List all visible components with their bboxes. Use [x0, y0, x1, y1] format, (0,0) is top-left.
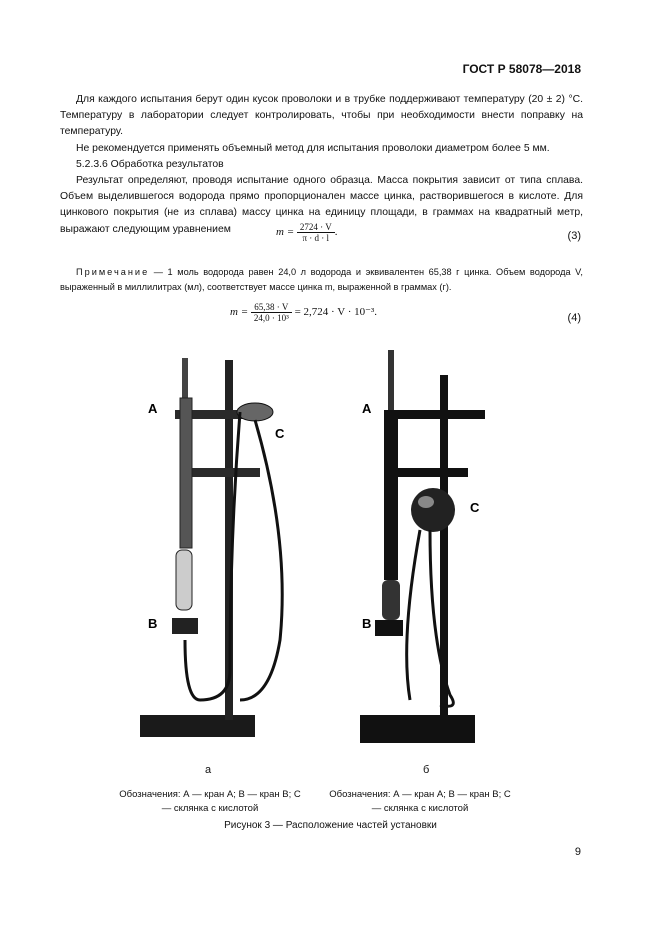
formula-4-numerator: 65,38 · V [251, 302, 292, 313]
base-b [360, 715, 475, 743]
equation-number-4: (4) [567, 312, 581, 324]
tube-bulb-a [176, 550, 192, 610]
label-b-a: B [148, 616, 158, 631]
document-header: ГОСТ Р 58078—2018 [462, 62, 581, 76]
formula-4-fraction [251, 302, 292, 323]
apparatus-a [140, 358, 285, 737]
base-a [140, 715, 255, 737]
clamp-mid-b [388, 468, 468, 477]
formula-4-rhs: = 2,724 · V · 10⁻³. [294, 306, 378, 319]
body-text [60, 92, 583, 238]
acid-vessel-b [411, 488, 455, 532]
figure-caption: Рисунок 3 — Расположение частей установки [224, 820, 437, 831]
formula-3-numerator: 2724 · V [297, 222, 335, 233]
formula-3-denominator: π · d · l [302, 233, 330, 243]
label-a-b: A [362, 401, 372, 416]
stopcock-b-b [375, 620, 403, 636]
formula-4-denominator: 24,0 · 10³ [253, 313, 289, 323]
stopcock-b-a [172, 618, 198, 634]
label-c-b: C [470, 500, 480, 515]
apparatus-figure [130, 340, 530, 770]
burette-top-a [182, 358, 188, 398]
formula-4 [230, 302, 377, 323]
paragraph-4: Результат определяют, проводя испытание одного образца. Масса покрытия зависит от типа сплава. Объем выделившегося водорода прямо пропорционален массе цинка, растворившегося в кислоте. Для цинкового покрытия (не из сплава) массу цинка на единицу площади, в граммах на квадратный метр, выражают следующим уравнением [60, 175, 583, 235]
formula-3-lhs: m = [276, 226, 295, 239]
burette-b [384, 410, 398, 580]
burette-top-b [388, 350, 394, 410]
label-a-a: A [148, 401, 158, 416]
clamp-top-b [385, 410, 485, 419]
burette-a [180, 398, 192, 548]
legend-b: Обозначения: А — кран А; В — кран В; С — склянка с кислотой [329, 789, 511, 814]
section-heading: 5.2.3.6 Обработка результатов [76, 158, 224, 170]
equation-number-3: (3) [567, 230, 581, 242]
legend-a: Обозначения: А — кран А; В — кран В; С — склянка с кислотой [119, 789, 301, 814]
apparatus-b [360, 350, 485, 743]
formula-3-tail: . [334, 226, 338, 239]
tube-bulb-b [382, 580, 400, 620]
paragraph-2: Не рекомендуется применять объемный метод для испытания проволоки диаметром более 5 мм. [76, 142, 550, 154]
acid-vessel-a [237, 403, 273, 421]
subfigure-b-label: б [423, 764, 430, 776]
note-label: Примечание [76, 267, 150, 277]
note [60, 265, 583, 295]
label-c-a: C [275, 426, 285, 441]
paragraph-1: Для каждого испытания берут один кусок проволоки и в трубке поддерживают температуру (20 ± 2) °С. Температуру в лаборатории следует контролировать, чтобы при необходимости внести поправку на температуру. [60, 94, 583, 138]
formula-4-lhs: m = [230, 306, 249, 319]
formula-3-fraction [297, 222, 335, 243]
subfigure-a-label: а [205, 764, 212, 776]
label-b-b: B [362, 616, 372, 631]
page-number: 9 [574, 846, 581, 858]
note-text: — 1 моль водорода равен 24,0 л водорода и эквивалентен 65,38 г цинка. Объем водорода V, выраженный в миллилитрах (мл), соответствует массе цинка m, выраженной в граммах (г). [60, 267, 583, 292]
formula-3 [276, 222, 337, 243]
